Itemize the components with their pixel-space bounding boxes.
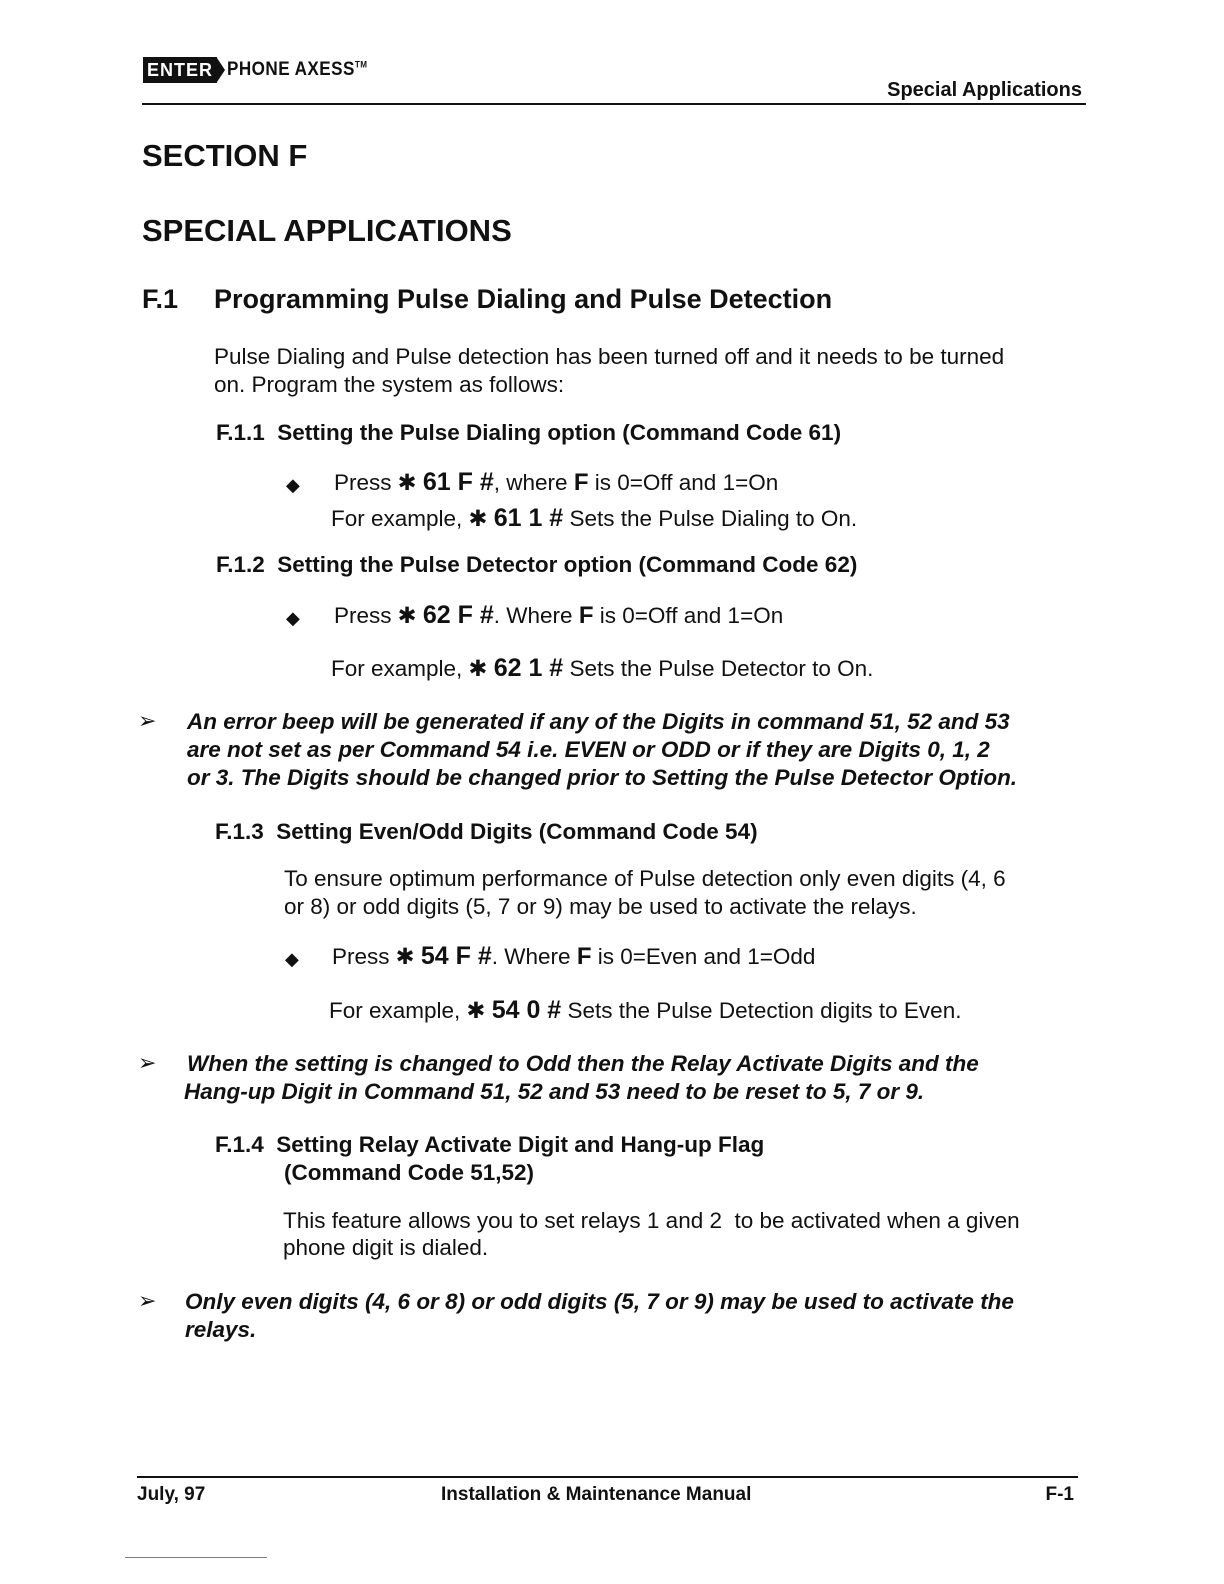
- f1-number: F.1: [142, 284, 179, 314]
- f11-example: For example, ✱ 61 1 # Sets the Pulse Dialing to On.: [331, 504, 858, 532]
- bullet-icon: ◆: [286, 608, 300, 628]
- header-section-title: Special Applications: [887, 79, 1082, 101]
- f14-body-line1: This feature allows you to set relays 1 and 2 to be activated when a given: [283, 1208, 1020, 1233]
- note-arrow-icon: ➢: [138, 1050, 157, 1075]
- note1-line2: are not set as per Command 54 i.e. EVEN or ODD or if they are Digits 0, 1, 2: [187, 737, 990, 762]
- star-key-icon: ✱: [468, 506, 488, 531]
- f14-heading-line2: (Command Code 51,52): [284, 1160, 535, 1185]
- f12-example-code: 62 1 #: [493, 654, 564, 682]
- f13-command-code: 54 F #: [420, 942, 492, 970]
- scan-artifact-line: [125, 1557, 267, 1558]
- header-rule: [142, 103, 1086, 105]
- section-label: SECTION F: [142, 138, 308, 173]
- f12-heading: F.1.2 Setting the Pulse Detector option (Command Code 62): [216, 552, 858, 577]
- star-key-icon: ✱: [395, 944, 415, 969]
- f13-body-line2: or 8) or odd digits (5, 7 or 9) may be used to activate the relays.: [284, 894, 917, 919]
- star-key-icon: ✱: [468, 656, 488, 681]
- f11-command-code: 61 F #: [422, 468, 494, 496]
- footer-rule: [137, 1476, 1078, 1478]
- footer-page-number: F-1: [1045, 1484, 1074, 1505]
- logo-arrow-icon: [217, 58, 225, 82]
- page-title: SPECIAL APPLICATIONS: [142, 213, 512, 248]
- f11-heading: F.1.1 Setting the Pulse Dialing option (Command Code 61): [216, 420, 842, 445]
- f13-example: For example, ✱ 54 0 # Sets the Pulse Detection digits to Even.: [329, 996, 962, 1024]
- footer-manual-title: Installation & Maintenance Manual: [441, 1484, 752, 1505]
- bullet-icon: ◆: [285, 949, 299, 969]
- note-arrow-icon: ➢: [138, 1288, 157, 1313]
- f12-command-code: 62 F #: [422, 601, 494, 629]
- note1-line3: or 3. The Digits should be changed prior to Setting the Pulse Detector Option.: [187, 765, 1018, 790]
- brand-logo: [143, 57, 383, 83]
- f1-intro-line2: on. Program the system as follows:: [214, 372, 565, 397]
- f12-example: For example, ✱ 62 1 # Sets the Pulse Detector to On.: [331, 654, 874, 682]
- note2-line2: Hang-up Digit in Command 51, 52 and 53 need to be reset to 5, 7 or 9.: [184, 1079, 925, 1104]
- bullet-icon: ◆: [286, 475, 300, 495]
- star-key-icon: ✱: [397, 603, 417, 628]
- f14-heading-line1: F.1.4 Setting Relay Activate Digit and Hang-up Flag: [215, 1132, 765, 1157]
- f13-example-code: 54 0 #: [491, 996, 562, 1024]
- logo-text: PHONE AXESS™: [227, 59, 368, 80]
- note1-line1: An error beep will be generated if any of the Digits in command 51, 52 and 53: [187, 709, 1010, 734]
- note2-line1: When the setting is changed to Odd then the Relay Activate Digits and the: [187, 1051, 979, 1076]
- f14-body-line2: phone digit is dialed.: [283, 1235, 489, 1260]
- star-key-icon: ✱: [397, 470, 417, 495]
- logo-box: ENTER: [143, 57, 217, 83]
- footer-date: July, 97: [137, 1484, 206, 1505]
- note-arrow-icon: ➢: [138, 708, 157, 733]
- f13-body-line1: To ensure optimum performance of Pulse detection only even digits (4, 6: [284, 866, 1006, 891]
- note3-line2: relays.: [185, 1317, 257, 1342]
- logo-trademark: TM: [354, 59, 368, 70]
- f1-heading: Programming Pulse Dialing and Pulse Detection: [214, 284, 833, 314]
- f13-instruction: Press ✱ 54 F #. Where F is 0=Even and 1=Odd: [332, 942, 816, 970]
- f11-instruction: Press ✱ 61 F #, where F is 0=Off and 1=On: [334, 468, 779, 496]
- f11-example-code: 61 1 #: [493, 504, 564, 532]
- f13-heading: F.1.3 Setting Even/Odd Digits (Command Code 54): [215, 819, 758, 844]
- star-key-icon: ✱: [466, 998, 486, 1023]
- f1-intro-line1: Pulse Dialing and Pulse detection has been turned off and it needs to be turned: [214, 344, 1005, 369]
- note3-line1: Only even digits (4, 6 or 8) or odd digits (5, 7 or 9) may be used to activate the: [185, 1289, 1014, 1314]
- f12-instruction: Press ✱ 62 F #. Where F is 0=Off and 1=On: [334, 601, 784, 629]
